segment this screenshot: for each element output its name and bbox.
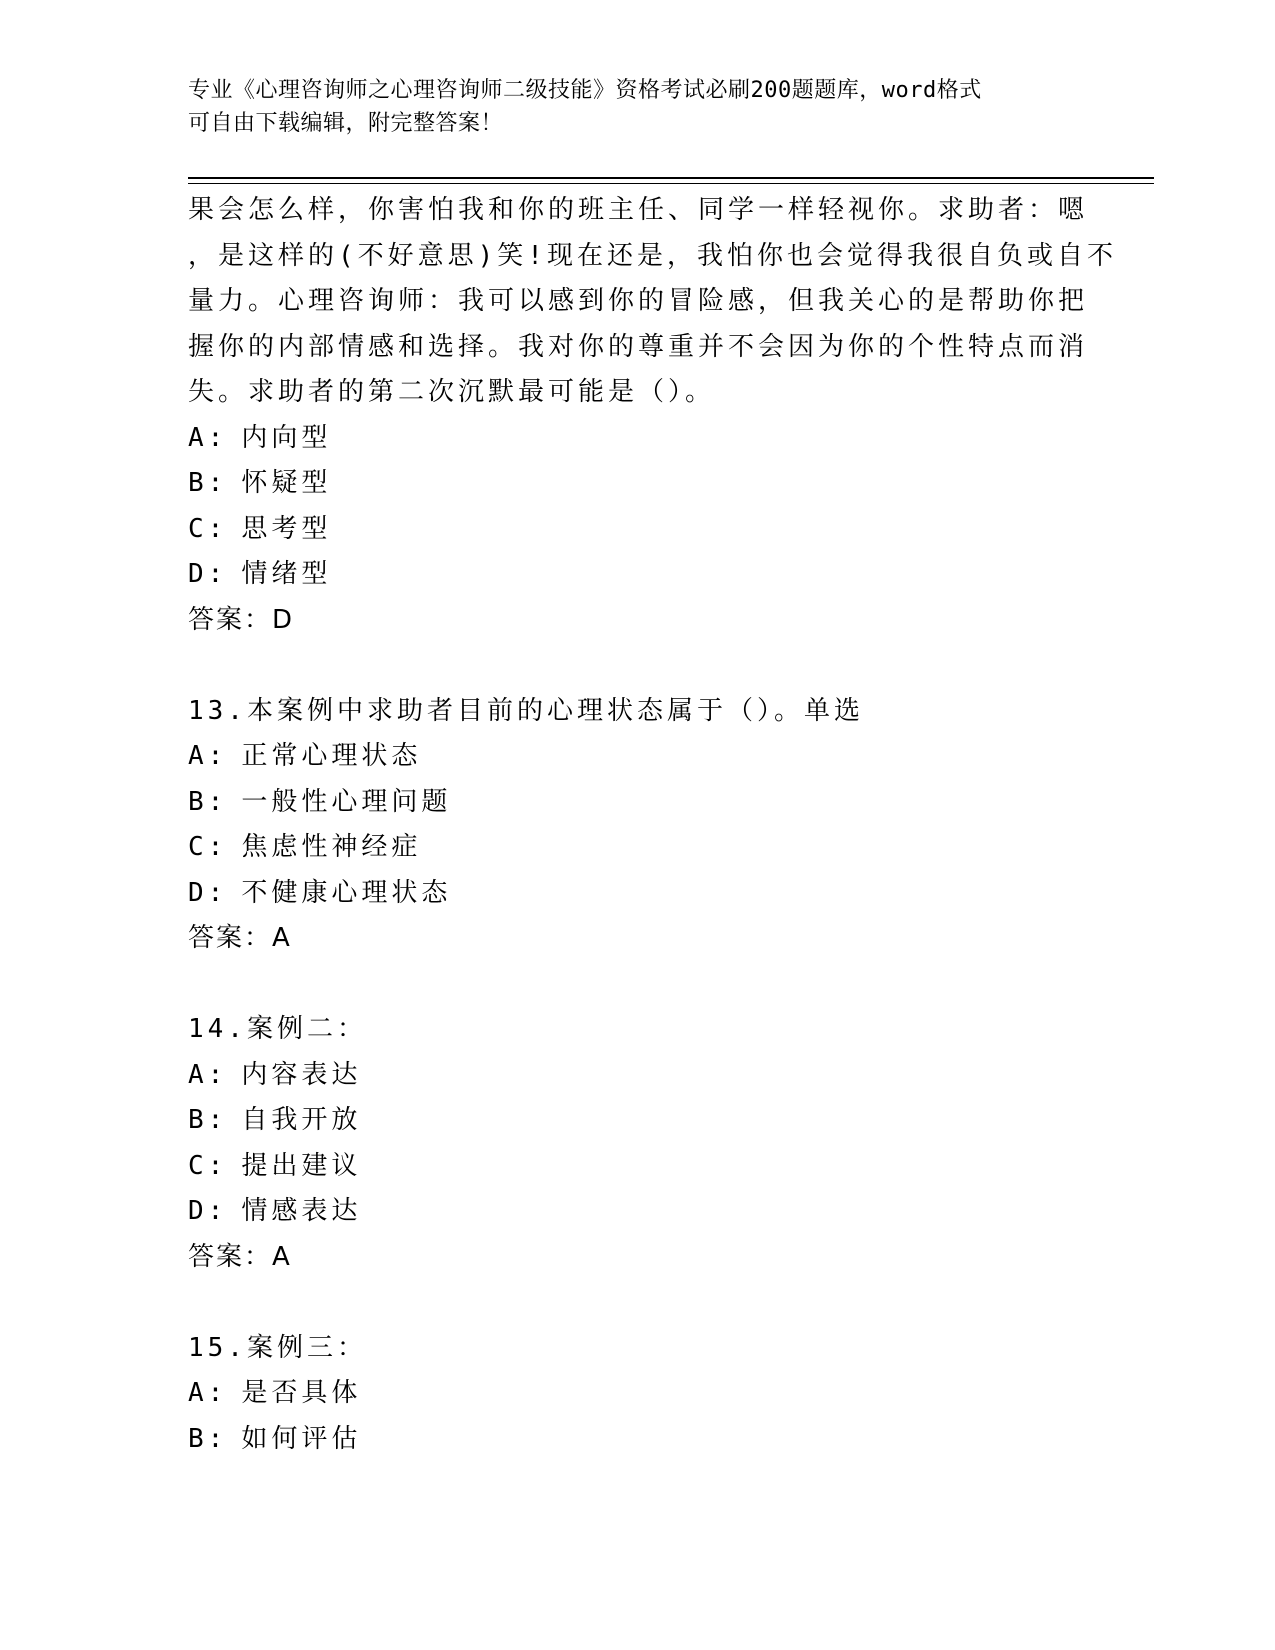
option-text: 怀疑型 <box>241 468 332 498</box>
option-text: 内容表达 <box>241 1059 362 1090</box>
question-14 <box>188 1007 1088 1280</box>
option-letter: D <box>188 1196 208 1226</box>
option-c <box>188 507 1088 553</box>
question-spacer <box>188 643 1088 689</box>
header-title-line-1: 专业《心理咨询师之心理咨询师二级技能》资格考试必刷200题题库，word格式 <box>188 78 982 103</box>
header-divider <box>188 177 1154 184</box>
option-letter: B <box>188 468 208 498</box>
question-text-line: 失。求助者的第二次沉默最可能是（）。 <box>188 377 716 407</box>
question-15 <box>188 1326 1088 1463</box>
option-separator: : <box>207 786 228 817</box>
option-letter: A <box>188 422 208 453</box>
question-text-line: 果会怎么样，你害怕我和你的班主任、同学一样轻视你。求助者：嗯 <box>188 195 1089 225</box>
option-text: 焦虑性神经症 <box>241 832 422 862</box>
option-text: 情感表达 <box>241 1196 362 1226</box>
option-text: 思考型 <box>241 513 332 544</box>
option-a <box>188 1053 1088 1099</box>
option-separator: : <box>207 422 228 453</box>
option-separator: : <box>207 1059 228 1090</box>
option-separator: : <box>207 877 228 908</box>
option-separator: : <box>207 832 228 862</box>
option-text: 正常心理状态 <box>241 741 422 771</box>
document-body <box>188 188 1117 1462</box>
question-text-line: 量力。心理咨询师：我可以感到你的冒险感，但我关心的是帮助你把 <box>188 286 1089 316</box>
answer-line: 答案：A <box>188 923 292 953</box>
question-stem: 14.案例二： <box>188 1014 367 1044</box>
header-title-line-2: 可自由下载编辑，附完整答案！ <box>188 111 504 136</box>
option-b <box>188 1098 1088 1144</box>
question-spacer <box>188 1280 1088 1326</box>
option-c <box>188 825 1088 871</box>
question-spacer <box>188 962 1088 1008</box>
option-letter: B <box>188 1105 208 1135</box>
option-text: 提出建议 <box>241 1150 362 1181</box>
option-c <box>188 1144 1088 1190</box>
option-separator: : <box>207 1150 228 1181</box>
option-letter: C <box>188 1150 208 1181</box>
option-letter: A <box>188 1378 208 1408</box>
option-letter: C <box>188 513 208 544</box>
option-letter: B <box>188 1423 208 1454</box>
option-text: 不健康心理状态 <box>241 877 452 908</box>
option-letter: C <box>188 832 208 862</box>
option-text: 一般性心理问题 <box>241 786 452 817</box>
option-separator: : <box>207 559 228 589</box>
option-separator: : <box>207 1105 228 1135</box>
option-d <box>188 871 1088 917</box>
answer-line: 答案：D <box>188 604 295 635</box>
option-b <box>188 461 1088 507</box>
option-a <box>188 416 1088 462</box>
question-12-continuation <box>188 188 1117 643</box>
question-13 <box>188 689 1088 962</box>
option-separator: : <box>207 468 228 498</box>
option-a <box>188 734 1088 780</box>
option-text: 自我开放 <box>241 1105 362 1135</box>
option-letter: D <box>188 559 208 589</box>
option-b <box>188 1417 1088 1463</box>
question-stem: 15.案例三： <box>188 1332 367 1363</box>
document-header <box>188 74 1088 140</box>
answer-line: 答案：A <box>188 1241 292 1272</box>
option-letter: A <box>188 741 208 771</box>
question-text-line: 握你的内部情感和选择。我对你的尊重并不会因为你的个性特点而消 <box>188 331 1089 362</box>
option-text: 是否具体 <box>241 1378 362 1408</box>
question-stem: 13.本案例中求助者目前的心理状态属于（）。单选 <box>188 695 864 726</box>
question-text-line: ，是这样的(不好意思)笑!现在还是，我怕你也会觉得我很自负或自不 <box>188 240 1117 271</box>
option-letter: A <box>188 1059 208 1090</box>
option-text: 如何评估 <box>241 1423 362 1454</box>
option-letter: D <box>188 877 208 908</box>
option-letter: B <box>188 786 208 817</box>
option-a <box>188 1371 1088 1417</box>
option-separator: : <box>207 1378 228 1408</box>
option-text: 内向型 <box>241 422 332 453</box>
option-separator: : <box>207 1423 228 1454</box>
option-text: 情绪型 <box>241 559 332 589</box>
option-d <box>188 1189 1088 1235</box>
option-separator: : <box>207 1196 228 1226</box>
option-d <box>188 552 1088 598</box>
option-separator: : <box>207 741 228 771</box>
option-separator: : <box>207 513 228 544</box>
option-b <box>188 780 1088 826</box>
